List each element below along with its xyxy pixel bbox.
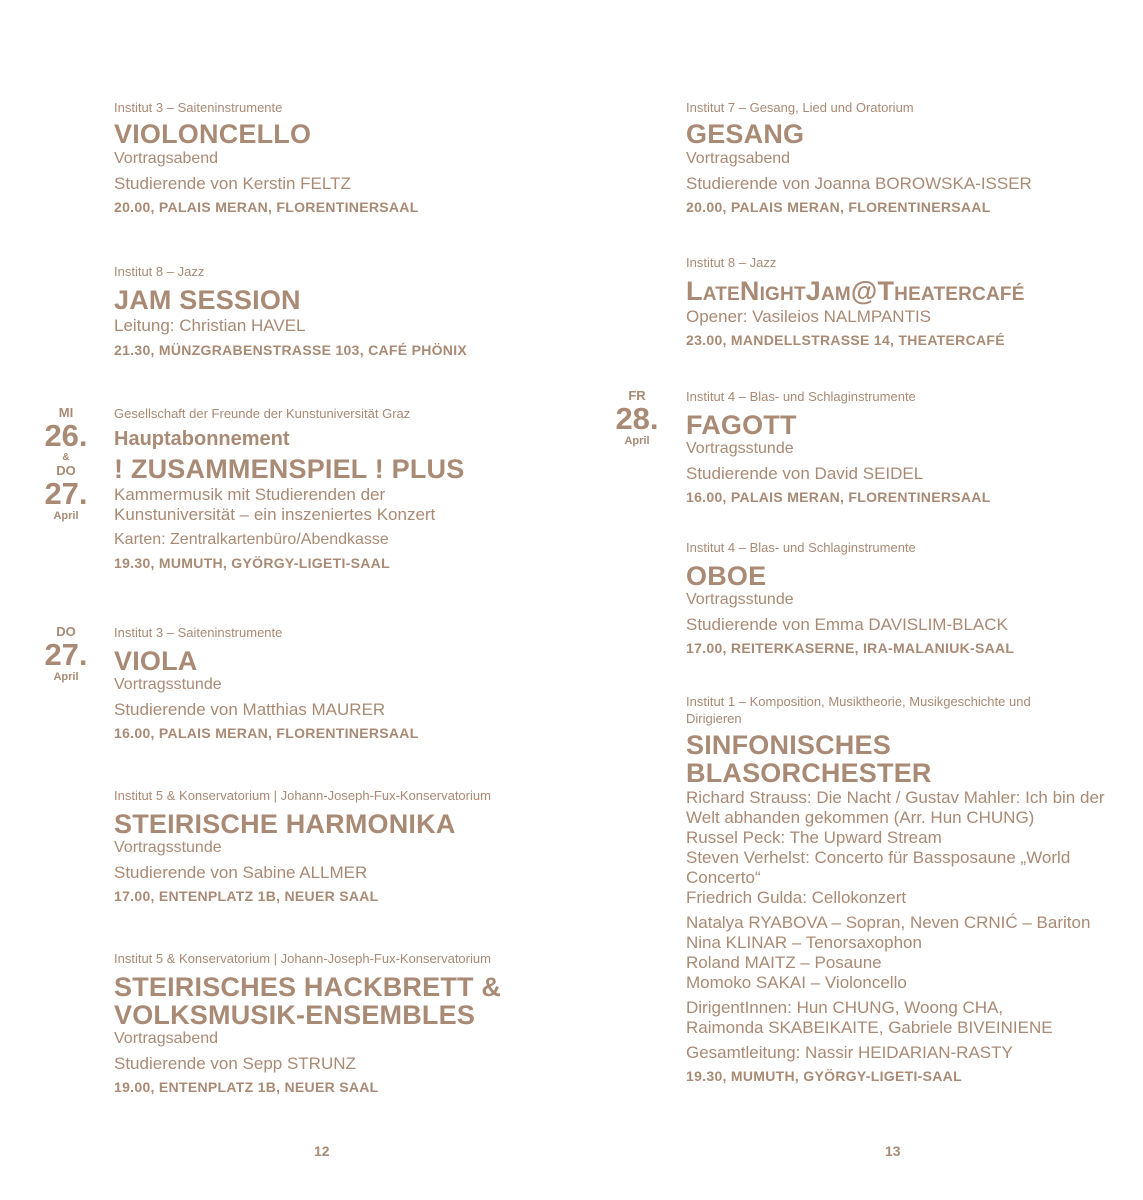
- date-weekday: DO: [56, 624, 76, 639]
- program-item: Russel Peck: The Upward Stream: [686, 828, 942, 847]
- event-institute: Institut 5 & Konservatorium | Johann-Joseph-Fux-Konservatorium: [114, 788, 491, 803]
- date-day: 26.: [44, 418, 88, 453]
- event-performers: Studierende von David SEIDEL: [686, 464, 924, 483]
- soloist-item: Momoko SAKAI – Violoncello: [686, 973, 907, 992]
- date-day: 28.: [615, 401, 659, 436]
- soloist-item: Natalya RYABOVA – Sopran, Neven CRNIĆ – Bariton: [686, 913, 1091, 932]
- event-venue: 19.30, MUMUTH, GYÖRGY-LIGETI-SAAL: [686, 1068, 962, 1084]
- event-venue: 19.00, ENTENPLATZ 1B, NEUER SAAL: [114, 1079, 379, 1095]
- event-venue: 17.00, REITERKASERNE, IRA-MALANIUK-SAAL: [686, 640, 1015, 656]
- event-institute: Institut 3 – Saiteninstrumente: [114, 100, 283, 115]
- event-subtitle: Vortragsstunde: [686, 591, 794, 608]
- page-number: 13: [885, 1143, 901, 1159]
- event-description: Kammermusik mit Studierenden der Kunstuniversität – ein inszeniertes Konzert: [114, 485, 436, 524]
- event-performers: Studierende von Emma DAVISLIM-BLACK: [686, 615, 1008, 634]
- event-title: GESANG: [686, 119, 805, 149]
- event-soloists: [686, 913, 1111, 993]
- event-venue: 21.30, MÜNZGRABENSTRASSE 103, CAFÉ PHÖNIX: [114, 342, 468, 358]
- date-ampersand: &: [62, 452, 70, 463]
- event-institute: Institut 8 – Jazz: [114, 264, 205, 279]
- event-institute: Gesellschaft der Freunde der Kunstuniversität Graz: [114, 406, 411, 421]
- event-title: STEIRISCHE HARMONIKA: [114, 809, 456, 839]
- program-item: Friedrich Gulda: Cellokonzert: [686, 888, 907, 907]
- date-badge-28: [611, 389, 663, 448]
- event-program: [686, 788, 1111, 908]
- event-sinfonisches-blasorchester: [686, 693, 1111, 1085]
- event-hackbrett: [114, 950, 544, 1096]
- event-performers: Studierende von Kerstin FELTZ: [114, 174, 351, 193]
- program-item: Richard Strauss: Die Nacht / Gustav Mahler: Ich bin der Welt abhanden gekommen (Arr. Hun CHUNG): [686, 788, 1105, 827]
- soloist-item: Nina KLINAR – Tenorsaxophon: [686, 933, 922, 952]
- event-performers: Studierende von Joanna BOROWSKA-ISSER: [686, 174, 1032, 193]
- event-title: OBOE: [686, 561, 767, 591]
- event-institute: Institut 5 & Konservatorium | Johann-Joseph-Fux-Konservatorium: [114, 951, 491, 966]
- event-performers: Studierende von Sepp STRUNZ: [114, 1054, 356, 1073]
- event-title: VIOLONCELLO: [114, 119, 312, 149]
- event-institute: Institut 3 – Saiteninstrumente: [114, 625, 283, 640]
- event-venue: 16.00, PALAIS MERAN, FLORENTINERSAAL: [114, 725, 419, 741]
- program-item: Steven Verhelst: Concerto für Bassposaune „World Concerto“: [686, 848, 1071, 887]
- event-series: Hauptabonnement: [114, 428, 290, 450]
- event-subtitle: Vortragsstunde: [114, 839, 222, 856]
- event-institute: Institut 4 – Blas- und Schlaginstrumente: [686, 389, 916, 404]
- event-title: LateNightJam@Theatercafé: [686, 276, 1025, 306]
- event-steirische-harmonika: [114, 787, 544, 905]
- page-number: 12: [314, 1143, 330, 1159]
- event-title: JAM SESSION: [114, 285, 301, 315]
- date-weekday: MI: [58, 405, 74, 420]
- event-institute: Institut 8 – Jazz: [686, 255, 777, 270]
- date-weekday: DO: [56, 463, 76, 478]
- event-venue: 17.00, ENTENPLATZ 1B, NEUER SAAL: [114, 888, 379, 904]
- event-venue: 16.00, PALAIS MERAN, FLORENTINERSAAL: [686, 489, 991, 505]
- event-title: VIOLA: [114, 646, 198, 676]
- date-month: April: [624, 435, 650, 447]
- event-subtitle: Vortragsstunde: [686, 440, 794, 457]
- event-subtitle: Vortragsabend: [686, 150, 791, 167]
- event-subtitle: Vortragsstunde: [114, 676, 222, 693]
- event-title-line2: BLASORCHESTER: [686, 758, 932, 788]
- event-performers: Studierende von Sabine ALLMER: [114, 863, 368, 882]
- event-performers: Studierende von Matthias MAURER: [114, 700, 386, 719]
- event-subtitle: Vortragsabend: [114, 150, 219, 167]
- event-institute: Institut 1 – Komposition, Musiktheorie, Musikgeschichte und Dirigieren: [686, 694, 1031, 726]
- soloist-item: Roland MAITZ – Posaune: [686, 953, 882, 972]
- event-title: ! ZUSAMMENSPIEL ! PLUS: [114, 454, 465, 484]
- event-performers: Leitung: Christian HAVEL: [114, 316, 306, 335]
- event-performers: Opener: Vasileios NALMPANTIS: [686, 307, 932, 326]
- event-title-line2: VOLKSMUSIK-ENSEMBLES: [114, 1000, 476, 1030]
- event-venue: 20.00, PALAIS MERAN, FLORENTINERSAAL: [114, 199, 419, 215]
- event-zusammenspiel: [114, 405, 514, 572]
- event-jam-session: [114, 263, 554, 359]
- date-month: April: [53, 510, 79, 522]
- date-badge-27: [40, 625, 92, 684]
- right-page: [571, 0, 1143, 1200]
- event-viola: [114, 624, 554, 742]
- event-institute: Institut 7 – Gesang, Lied und Oratorium: [686, 100, 914, 115]
- event-fagott: [686, 388, 1126, 506]
- left-page: [0, 0, 571, 1200]
- event-violoncello: [114, 99, 554, 216]
- event-gesang: [686, 99, 1126, 216]
- event-title: FAGOTT: [686, 410, 797, 440]
- event-oboe: [686, 539, 1126, 657]
- event-tickets: Karten: Zentralkartenbüro/Abendkasse: [114, 531, 389, 548]
- event-venue: 20.00, PALAIS MERAN, FLORENTINERSAAL: [686, 199, 991, 215]
- date-day: 27.: [44, 637, 88, 672]
- event-institute: Institut 4 – Blas- und Schlaginstrumente: [686, 540, 916, 555]
- event-subtitle: Vortragsabend: [114, 1030, 219, 1047]
- date-badge-26-27: [40, 406, 92, 523]
- date-month: April: [53, 671, 79, 683]
- date-day: 27.: [44, 476, 88, 511]
- event-latenightjam: [686, 254, 1126, 349]
- event-title-line1: STEIRISCHES HACKBRETT &: [114, 972, 502, 1002]
- event-title-line1: SINFONISCHES: [686, 730, 891, 760]
- event-venue: 19.30, MUMUTH, GYÖRGY-LIGETI-SAAL: [114, 555, 390, 571]
- event-conductors: DirigentInnen: Hun CHUNG, Woong CHA, Raimonda SKABEIKAITE, Gabriele BIVEINIENE: [686, 998, 1053, 1037]
- event-venue: 23.00, MANDELLSTRASSE 14, THEATERCAFÉ: [686, 332, 1005, 348]
- date-weekday: FR: [628, 388, 646, 403]
- event-leader: Gesamtleitung: Nassir HEIDARIAN-RASTY: [686, 1043, 1013, 1062]
